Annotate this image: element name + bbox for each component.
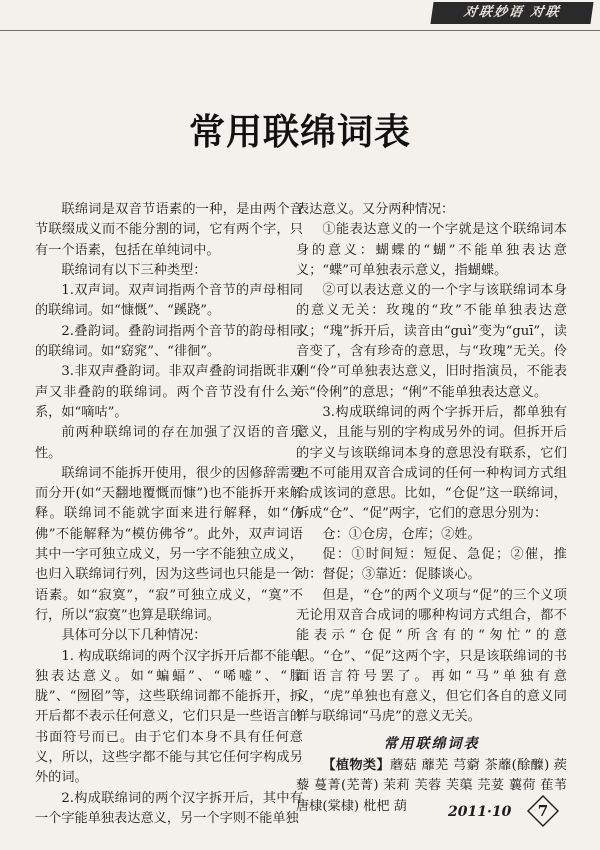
paragraph: 仓：①仓房，仓库；②姓。 — [322, 526, 481, 542]
paragraph: 1.双声词。双声词指两个音节的声母相同的联绵词。如“慷慨”、“蹊跷”。 — [35, 283, 303, 319]
paragraph: 3.构成联绵词的两个字拆开后，都单独有意义，且能与别的字构成另外的词。但拆开后的字义与该联绵词本身的意思没有联系，它们也不可能用双音合成词的任何一种构词方式组合成该词的意思。比如，“仓促”这一联绵词，拆成“仓”、“促”两字，它们的意思分别为： — [296, 404, 567, 522]
issue-date: 2011·10 — [448, 804, 512, 820]
paragraph: ②可以表达意义的一个字与该联绵词本身的意义无关：玫瑰的“玫”不能单独表达意义；“瑰”拆开后，读音由“guì”变为“guī”，读音变了，含有珍奇的意思，与“玫瑰”无关。伶俐“伶”可单独表达意义，旧时指演员，不能表示“伶俐”的意思；“俐”不能单独表达意义。 — [296, 283, 567, 400]
paragraph: 但是，“仓”的两个义项与“促”的三个义项无论用双音合成词的哪种构词方式组合，都不能表示“仓促”所含有的“匆忙”的意思。“仓”、“促”这两个字，只是该联绵词的书面语言符号罢了。再如“马”单独有意义，“虎”单独也有意义，但它们各自的意义同样与联绵词“马虎”的意义无关。 — [296, 587, 567, 725]
table-heading: 常用联绵词表 — [383, 735, 480, 752]
paragraph: 联绵词不能拆开使用，很少的因修辞需要而分开(如“天翻地覆慨而慷”)也不能拆开来解释。联绵词不能就字面来进行解释，如“仿佛”不能解释为“模仿佛爷”。此外，双声词语其中一字可独立成义，另一字不能独立成义，也归入联绵词行列，因为这些词也只能是一个语素。如“寂寞”，“寂”可独立成义，“寞”不行，所以“寂寞”也算是联绵词。 — [35, 465, 303, 623]
page-number: 7 — [537, 802, 549, 820]
category-words: 蘑菇 蘼芜 芎藭 茶蘼(酴醾) 蒺藜 蔓菁(芜菁) 茉莉 芙蓉 芙蕖 芫荽 蘘荷 萑苇 唐棣(棠棣) 枇杷 葫 — [296, 758, 567, 814]
paragraph: 联绵词有以下三种类型： — [61, 262, 207, 278]
page-number-badge — [526, 794, 560, 828]
article-title: 常用联绵词表 — [188, 112, 411, 153]
left-column — [35, 200, 303, 829]
paragraph: 2.构成联绵词的两个汉字拆开后，其中有一个字能单独表达意义，另一个字则不能单独 — [35, 790, 303, 826]
paragraph: 前两种联绵词的存在加强了汉语的音乐性。 — [35, 425, 303, 461]
page-header — [0, 0, 600, 34]
paragraph: 促：①时间短：短促、急促；②催，推动：督促；③靠近：促膝谈心。 — [296, 547, 567, 583]
paragraph: 1. 构成联绵词的两个汉字拆开后都不能单独表达意义。如“蝙蝠”、“唏嘘”、“朦胧”、“囫囵”等，这些联绵词都不能拆开，拆开后都不表示任何意义，它们只是一些语言的书面符号而已。由于它们本身不具有任何意义，所以，这些字都不能与其它任何字构成另外的词。 — [35, 648, 303, 786]
category-label: 【植物类】 — [322, 758, 390, 774]
paragraph: 3.非双声叠韵词。非双声叠韵词指既非双声又非叠韵的联绵词。两个音节没有什么关系，如“嘀咕”。 — [35, 364, 303, 420]
paragraph: 表达意义。又分两种情况： — [296, 202, 455, 217]
section-label: 对联妙语 对联 — [430, 2, 593, 24]
paragraph: 联绵词是双音节语素的一种，是由两个音节联缀成义而不能分割的词，它有两个字，只有一个语素，包括在单纯词中。 — [35, 202, 303, 258]
paragraph: 具体可分以下几种情况： — [61, 628, 207, 644]
header-rule — [0, 30, 600, 31]
right-column — [296, 200, 567, 817]
paragraph: ①能表达意义的一个字就是这个联绵词本身的意义：蝴蝶的“蝴”不能单独表达意义；“蝶”可单独表示意义，指蝴蝶。 — [296, 222, 567, 278]
paragraph: 2.叠韵词。叠韵词指两个音节的韵母相同的联绵词。如“窈窕”、“徘徊”。 — [35, 323, 303, 360]
